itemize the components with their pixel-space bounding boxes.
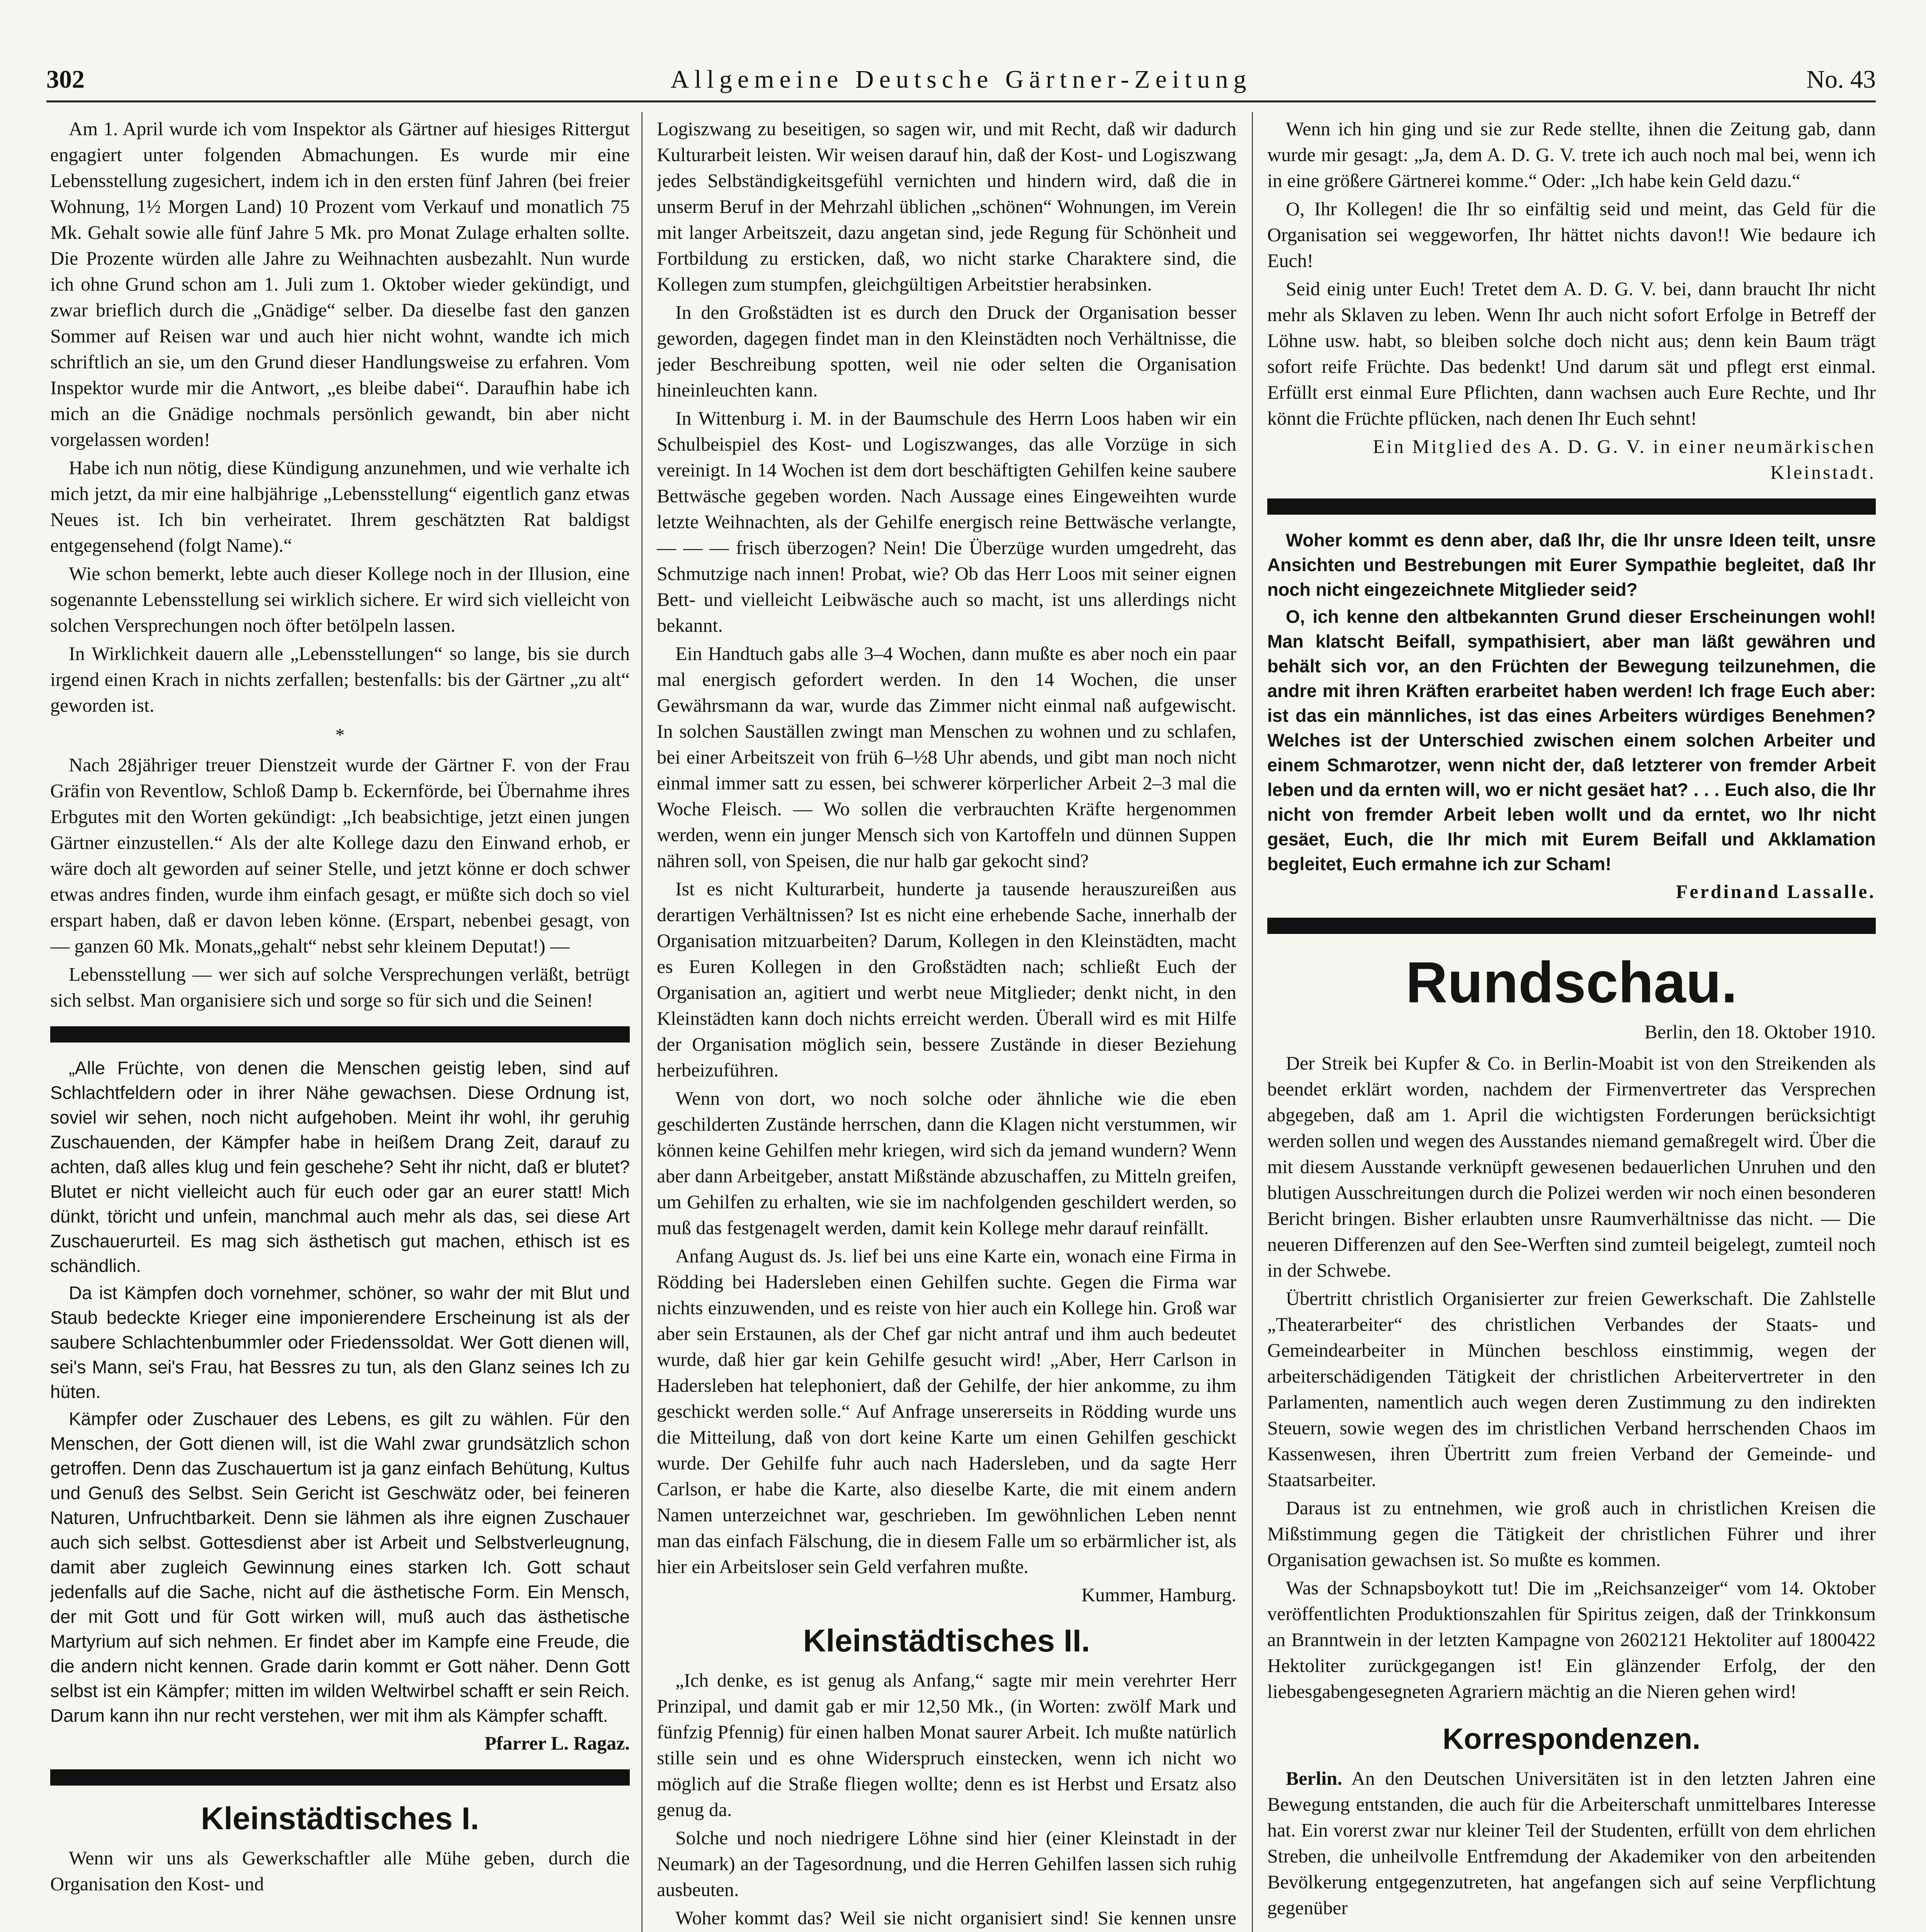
newspaper-title: Allgemeine Deutsche Gärtner-Zeitung	[670, 65, 1252, 94]
paragraph: Wenn von dort, wo noch solche oder ähnliche wie die eben geschilderten Zustände herrschen, dann die Klagen nicht verstummen, wir können keine Gehilfen mehr kriegen, wird sich da jemand wundern? Wenn aber dann Arbeitgeber, anstatt Mißstände abzuschaffen, zu Mitteln greifen, um Gehilfen zu erhalten, wie sie im nachfolgenden geschildert werden, so muß das festgenagelt werden, damit kein Kollege mehr darauf reinfällt.	[657, 1087, 1236, 1238]
paragraph: Seid einig unter Euch! Tretet dem A. D. G. V. bei, dann braucht Ihr nicht mehr als Sklaven zu leben. Wenn Ihr auch nicht sofort Erfolge in Betreff der Löhne usw. habt, so bleiben solche doch nicht aus; denn kein Baum trägt sofort reife Früchte. Das bedenkt! Und darum sät und pflegt erst einmal. Erfüllt erst einmal Eure Pflichten, dann wachsen auch Eure Rechte, und Ihr könnt die Früchte pflücken, nach denen Ihr Euch sehnt!	[1267, 278, 1876, 429]
paragraph: Was der Schnapsboykott tut! Die im „Reichsanzeiger“ vom 14. Oktober veröffentlichten Produktionszahlen für Spiritus zeigen, daß der Trinkkonsum an Branntwein in der letzten Kampagne von 2602121 Hektoliter auf 1800422 Hektoliter zurückgegangen ist! Ein glänzender Erfolg, der den liebesgabengesegneten Agrariern mächtig an die Nieren gehen wird!	[1267, 1577, 1876, 1702]
dateline: Berlin, den 18. Oktober 1910.	[1644, 1021, 1876, 1043]
paragraph-text: An den Deutschen Universitäten ist in den letzten Jahren eine Bewegung entstanden, die auch für die Arbeiterschaft unmittelbares Interesse hat. Ein vorerst zwar nur kleiner Teil der Studenten, erfüllt von dem ehrlichen Streben, die unheilvolle Entfremdung der Akademiker von den arbeitenden Bevölkerung entgegenzutreten, hat angefangen sich auf seine Verpflichtung gegenüber	[1267, 1767, 1876, 1918]
lassalle-quote	[1267, 528, 1876, 905]
article-heading: Kleinstädtisches II.	[803, 1623, 1090, 1658]
quote-paragraph: Kämpfer oder Zuschauer des Lebens, es gilt zu wählen. Für den Menschen, der Gott dienen will, ist die Wahl zwar grundsätzlich schon getroffen. Denn das Zuschauertum ist ja ganz einfach Behütung, Kultus und Genuß des Selbst. Sein Gericht ist Geschwätz oder, bei feineren Naturen, Unfruchtbarkeit. Denn sie lähmen als ihre eignen Zuschauer auch sich selbst. Gottesdienst aber ist Arbeit und Selbstverleugnung, damit aber zugleich Gewinnung eines starken Ich. Gott schaut jedenfalls auf die Sache, nicht auf die ästhetische Form. Ein Mensch, der mit Gott und für Gott wirken will, muß auch das ästhetische Martyrium auf sich nehmen. Er findet aber im Kampfe eine Freude, die die andern nicht kennen. Grade darin kommt er Gott näher. Denn Gott selbst ist ein Kämpfer; mitten im wilden Weltwirbel schafft er sein Reich. Darum kann ihn nur recht verstehen, wer mit ihm als Kämpfer schafft.	[50, 1408, 630, 1726]
paragraph: Wie schon bemerkt, lebte auch dieser Kollege noch in der Illusion, eine sogenannte Lebensstellung sei wirklich sichere. Er wird sich vielleicht von solchen Versprechungen noch öfter betölpeln lassen.	[50, 563, 630, 636]
black-rule	[50, 1769, 630, 1786]
paragraph: Der Streik bei Kupfer & Co. in Berlin-Moabit ist von den Streikenden als beendet erklärt worden, nachdem der Firmenvertreter das Versprechen abgegeben, daß am 1. April die wichtigsten Forderungen berücksichtigt werden sollen und wegen des Ausstandes niemand gemaßregelt wird. Über die mit diesem Ausstande verknüpft gewesenen bedauerlichen Unruhen und den blutigen Ausschreitungen durch die Polizei werden wir noch einen besonderen Bericht bringen. Bisher erlaubten unsre Raumverhältnisse das nicht. — Die neueren Differenzen auf den See-Werften sind zumteil beigelegt, zumteil noch in der Schwebe.	[1267, 1052, 1876, 1281]
paragraph: Übertritt christlich Organisierter zur freien Gewerkschaft. Die Zahlstelle „Theaterarbeiter“ des christlichen Verbandes der Staats- und Gemeindearbeiter in München beschloss einstimmig, wegen der arbeiterschädigenden Tätigkeit der christlichen Arbeitervertreter in den Parlamenten, namentlich auch wegen deren Zustimmung zu den indirekten Steuern, sowie wegen des im christlichen Verband herrschenden Chaos im Kassenwesen, ihren Übertritt zum freien Verband der Gemeinde- und Staatsarbeiter.	[1267, 1287, 1876, 1490]
section-asterisk: *	[335, 725, 345, 745]
paragraph: Woher kommt das? Weil sie nicht organisiert sind! Sie kennen unsre	[675, 1907, 1236, 1929]
paragraph: Solche und noch niedrigere Löhne sind hier (einer Kleinstadt in der Neumark) an der Tagesordnung, und die Herren Gehilfen lassen sich ruhig ausbeuten.	[657, 1827, 1236, 1900]
paragraph: Daraus ist zu entnehmen, wie groß auch in christlichen Kreisen die Mißstimmung gegen die Tätigkeit der christlichen Führer und ihrer Organisation gewachsen ist. So mußte es kommen.	[1267, 1497, 1876, 1570]
paragraph: Ein Handtuch gabs alle 3–4 Wochen, dann mußte es aber noch ein paar mal energisch gefordert werden. In den 14 Wochen, die unser Gewährsmann da war, wurde das Zimmer nicht einmal naß aufgewischt. In solchen Sauställen zwingt man Menschen zu wohnen und zu schlafen, bei einer Arbeitszeit von früh 6–½8 Uhr abends, und gibt man noch nicht einmal immer satt zu essen, bei schwerer körperlicher Arbeit 2–3 mal die Woche Fleisch. — Wo sollen die verbrauchten Kräfte hergenommen werden, wenn ein junger Mensch sich von Kartoffeln und dünnen Suppen nähren soll, von Speisen, die nur halb gar gekocht sind?	[657, 643, 1236, 871]
quote-signature: Pfarrer L. Ragaz.	[484, 1732, 630, 1754]
paragraph: Logiszwang zu beseitigen, so sagen wir, und mit Recht, daß wir dadurch Kulturarbeit leisten. Wir weisen darauf hin, daß der Kost- und Logiszwang jedes Selbständigkeitsgefühl vernichten und hindern wird, daß die in unserm Beruf in der Mehrzahl üblichen „schönen“ Wohnungen, im Verein mit langer Arbeitszeit, dazu angetan sind, jede Regung für Schönheit und Fortbildung zu ersticken, daß, wo nicht starke Charaktere sind, die Kollegen zum stumpfen, gleichgültigen Arbeitstier herabsinken.	[657, 118, 1236, 295]
paragraph: Anfang August ds. Js. lief bei uns eine Karte ein, wonach eine Firma in Rödding bei Hadersleben einen Gehilfen suchte. Gegen die Firma war nichts einzuwenden, und es reiste von hier auch ein Kollege hin. Groß war aber sein Erstaunen, als der Chef gar nicht antraf und ihm auch bedeutet wurde, daß hier gar kein Gehilfe gesucht wird! „Aber, Herr Carlson in Hadersleben hat telephoniert, daß der Gehilfe, der hier ankomme, zu ihm geschickt werden solle.“ Auf Anfrage unsererseits in Rödding wurde uns die Mitteilung, daß von dort keine Karte um einen Gehilfen geschickt wurde. Der Gehilfe fuhr auch nach Hadersleben, und da sagte Herr Carlson, er habe die Karte, also dieselbe Karte, die mit einem andern Namen unterzeichnet war, geschrieben. Im gewöhnlichen Leben nennt man das einfach Fälschung, die in diesem Falle um so erbärmlicher ist, als hier ein Arbeitsloser sein Geld verfahren mußte.	[657, 1245, 1236, 1577]
column-divider	[641, 112, 643, 1932]
paragraph	[1267, 1765, 1876, 1921]
quote-paragraph: Da ist Kämpfen doch vornehmer, schöner, so wahr der mit Blut und Staub bedeckte Krieger eine imponierendere Erscheinung ist als der saubere Schlachtenbummler oder Friedenssoldat. Wer Gott dienen will, sei's Mann, sei's Frau, hat Bessres zu tun, als den Glanz seines Ich zu hüten.	[50, 1282, 630, 1402]
place-lead: Berlin.	[1286, 1767, 1342, 1789]
article-heading: Kleinstädtisches I.	[201, 1801, 479, 1836]
quote-paragraph: O, ich kenne den altbekannten Grund dieser Erscheinungen wohl! Man klatscht Beifall, sympathisiert, aber man läßt gewähren und behält sich vor, an den Früchten der Bewegung teilzunehmen, die andre mit ihren Kräften erarbeitet haben werden! Ich frage Euch aber: ist das ein männliches, ist das eines Arbeiters würdiges Benehmen? Welches ist der Unterschied zwischen einem solchen Arbeiter und einem Schmarotzer, wenn nicht der, daß letzterer von fremder Arbeit leben und da ernten will, wo er nicht gesäet hat? . . . Euch also, die Ihr nicht von fremder Arbeit leben wollt und da erntet, wo Ihr nicht gesäet, Euch, die Ihr mich mit Eurem Beifall und Akklamation begleitet, Euch ermahne ich zur Scham!	[1267, 606, 1876, 874]
paragraph: Wenn wir uns als Gewerkschaftler alle Mühe geben, durch die Organisation den Kost- und	[50, 1847, 630, 1895]
article-signature: Kummer, Hamburg.	[1081, 1584, 1236, 1605]
paragraph: Nach 28jähriger treuer Dienstzeit wurde der Gärtner F. von der Frau Gräfin von Reventlow, Schloß Damp b. Eckernförde, bei Übernahme ihres Erbgutes mit den Worten gekündigt: „Ich beabsichtige, jetzt einen jungen Gärtner einzustellen.“ Als der alte Kollege dazu den Einwand erhob, er wäre doch alt geworden auf seiner Stelle, und jetzt könne er doch schwer etwas andres finden, wurde ihm einfach gesagt, er müßte sich doch so viel erspart haben, daß er davon leben könne. (Erspart, nebenbei gesagt, von — ganzen 60 Mk. Monats„gehalt“ nebst sehr kleinem Deputat!) —	[50, 754, 630, 957]
paragraph: In den Großstädten ist es durch den Druck der Organisation besser geworden, dagegen findet man in den Kleinstädten noch Verhältnisse, die jeder Beschreibung spotten, weil nie oder selten die Organisation hineinleuchten kann.	[657, 301, 1236, 401]
paragraph: O, Ihr Kollegen! die Ihr so einfältig seid und meint, das Geld für die Organisation sei weggeworfen, Ihr hättet nichts davon!! Wie bedaure ich Euch!	[1267, 198, 1876, 271]
black-rule	[50, 1026, 630, 1043]
article-signature: Ein Mitglied des A. D. G. V. in einer neumärkischen Kleinstadt.	[1373, 435, 1876, 483]
paragraph: In Wirklichkeit dauern alle „Lebensstellungen“ so lange, bis sie durch irgend einen Krach in nichts zerfallen; bestenfalls: bis der Gärtner „zu alt“ geworden ist.	[50, 643, 630, 716]
page-number: 302	[46, 65, 85, 94]
paragraph: Am 1. April wurde ich vom Inspektor als Gärtner auf hiesiges Rittergut engagiert unter folgenden Abmachungen. Es wurde mir eine Lebensstellung zugesichert, indem ich in den ersten fünf Jahren (bei freier Wohnung, 1½ Morgen Land) 10 Prozent vom Verkauf und monatlich 75 Mk. Gehalt sowie alle fünf Jahre 5 Mk. pro Monat Zulage erhalten sollte. Die Prozente würden alle Jahre zu Weihnachten ausbezahlt. Nun wurde ich ohne Grund schon am 1. Juli zum 1. Oktober wieder gekündigt, und zwar brieflich durch die „Gnädige“ selber. Da dieselbe fast den ganzen Sommer auf Reisen war und auch hier nicht wohnt, wandte ich mich schriftlich an sie, um den Grund dieser Handlungsweise zu erfahren. Vom Inspektor wurde mir die Antwort, „es bleibe dabei“. Daraufhin habe ich mich an die Gnädige nochmals persönlich gewandt, bin aber nicht vorgelassen worden!	[50, 118, 630, 450]
quote-paragraph: „Alle Früchte, von denen die Menschen geistig leben, sind auf Schlachtfeldern oder in ihrer Nähe gewachsen. Diese Ordnung ist, soviel wir sehen, noch nicht aufgehoben. Meint ihr wohl, ihr geruhig Zuschauenden, der Kämpfer habe in heißem Drang Zeit, darauf zu achten, daß alles klug und fein geschehe? Seht ihr nicht, daß er blutet? Blutet er nicht vielleicht auch für euch oder gar an eurer statt! Mich dünkt, töricht und unfein, manchmal auch mehr als das, sei diese Art Zuschauerurteil. Es mag sich ästhetisch gut machen, ethisch ist es schändlich.	[50, 1058, 630, 1276]
paragraph: Wenn ich hin ging und sie zur Rede stellte, ihnen die Zeitung gab, dann wurde mir gesagt: „Ja, dem A. D. G. V. trete ich auch noch mal bei, wenn ich in eine größere Gärtnerei komme.“ Oder: „Ich habe kein Geld dazu.“	[1267, 118, 1876, 191]
ragaz-quote	[50, 1056, 630, 1756]
black-rule	[1267, 918, 1876, 934]
paragraph: Habe ich nun nötig, diese Kündigung anzunehmen, und wie verhalte ich mich jetzt, da mir eine halbjährige „Lebensstellung“ eigentlich ganz etwas Neues ist. Ich bin verheiratet. Ihrem geschätzten Rat baldigst entgegensehend (folgt Name).“	[50, 457, 630, 556]
paragraph: Lebensstellung — wer sich auf solche Versprechungen verläßt, betrügt sich selbst. Man organisiere sich und sorge so für sich und die Seinen!	[50, 963, 630, 1011]
section-heading-rundschau: Rundschau.	[1406, 950, 1737, 1015]
paragraph: In Wittenburg i. M. in der Baumschule des Herrn Loos haben wir ein Schulbeispiel des Kost- und Logiszwanges, das alle Vorzüge in sich vereinigt. In 14 Wochen ist dem dort beschäftigten Gehilfen keine saubere Bettwäsche gegeben worden. Nach Aussage eines Eingeweihten wurde letzte Weihnachten, als der Gehilfe energisch reine Bettwäsche verlangte, — — — frisch überzogen? Nein! Die Überzüge wurden umgedreht, das Schmutzige nach innen! Probat, wie? Ob das Herr Loos mit seiner eignen Bett- und vielleicht Leibwäsche auch so macht, ist uns allerdings nicht bekannt.	[657, 407, 1236, 636]
column-3	[1267, 116, 1876, 1932]
paragraph: Ist es nicht Kulturarbeit, hunderte ja tausende herauszureißen aus derartigen Verhältnissen? Ist es nicht eine erhebende Sache, innerhalb der Organisation mitzuarbeiten? Darum, Kollegen in den Kleinstädten, macht es Euren Kollegen in den Großstädten nach; schließt Euch der Organisation an, agitiert und werbt neue Mitglieder; denkt nicht, in den Kleinstädten kann doch nichts erreicht werden. Überall wird es mit Hilfe der Organisation möglich sein, bessere Zustände in dieser Beziehung herbeizuführen.	[657, 878, 1236, 1081]
black-rule	[1267, 498, 1876, 515]
column-2	[657, 116, 1236, 1932]
issue-number: No. 43	[1806, 65, 1876, 94]
section-heading-korrespondenzen: Korrespondenzen.	[1442, 1723, 1701, 1755]
quote-paragraph: Woher kommt es denn aber, daß Ihr, die Ihr unsre Ideen teilt, unsre Ansichten und Bestrebungen mit Eurer Sympathie begleitet, daß Ihr noch nicht eingezeichnete Mitglieder seid?	[1267, 530, 1876, 600]
quote-signature: Ferdinand Lassalle.	[1676, 881, 1876, 902]
paragraph: „Ich denke, es ist genug als Anfang,“ sagte mir mein verehrter Herr Prinzipal, und damit gab er mir 12,50 Mk., (in Worten: zwölf Mark und fünfzig Pfennig) für einen halben Monat saurer Arbeit. Ich mußte natürlich stille sein und es ohne Widerspruch einstecken, wenn ich nicht wo möglich auf die Straße fliegen wollte; denn es ist Herbst und Ersatz also genug da.	[657, 1669, 1236, 1820]
column-divider	[1252, 112, 1253, 1932]
page-header	[46, 58, 1876, 102]
column-1	[50, 116, 630, 1932]
